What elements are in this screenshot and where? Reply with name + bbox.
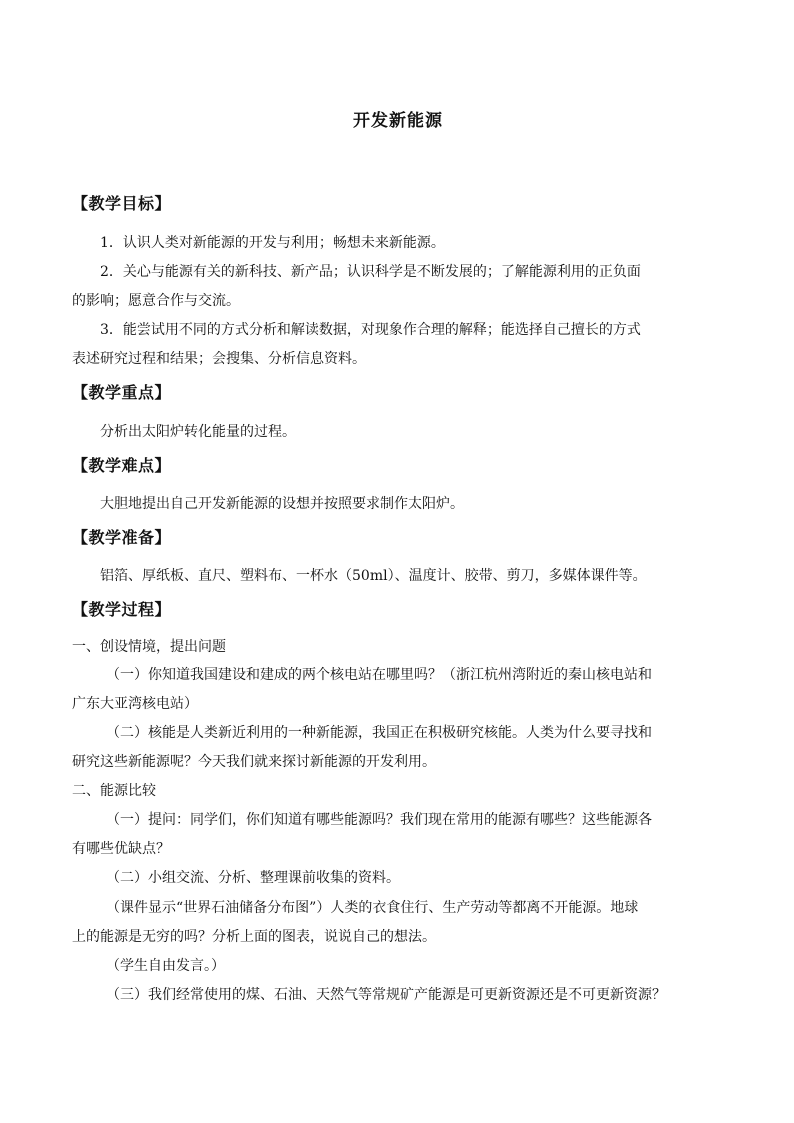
process-line: （一）你知道我国建设和建成的两个核电站在哪里吗？（浙江杭州湾附近的秦山核电站和	[106, 667, 652, 683]
process-line: （学生自由发言。）	[106, 958, 225, 974]
process-line: 广东大亚湾核电站）	[72, 696, 198, 712]
heading-teaching-process: 【教学过程】	[72, 600, 172, 619]
heading-teaching-difficulty: 【教学难点】	[72, 456, 172, 475]
process-line: （课件显示“世界石油储备分布图”）人类的衣食住行、生产劳动等都离不开能源。地球	[106, 900, 639, 916]
process-line: （三）我们经常使用的煤、石油、天然气等常规矿产能源是可更新资源还是不可更新资源？	[106, 987, 666, 1003]
goal-item-3: 3．能尝试用不同的方式分析和解读数据，对现象作合理的解释；能选择自己擅长的方式	[100, 322, 641, 338]
heading-teaching-preparation: 【教学准备】	[72, 528, 172, 547]
process-line: （一）提问：同学们，你们知道有哪些能源吗？我们现在常用的能源有哪些？这些能源各	[106, 812, 652, 828]
goal-item-1: 1．认识人类对新能源的开发与利用；畅想未来新能源。	[100, 235, 445, 251]
teaching-preparation-text: 铝箔、厚纸板、直尺、塑料布、一杯水（50ml）、温度计、胶带、剪刀，多媒体课件等。	[100, 568, 647, 584]
process-line: 研究这些新能源呢？今天我们就来探讨新能源的开发利用。	[72, 754, 436, 770]
teaching-difficulty-text: 大胆地提出自己开发新能源的设想并按照要求制作太阳炉。	[100, 496, 464, 512]
process-step-1-heading: 一、创设情境，提出问题	[72, 639, 226, 655]
heading-teaching-focus: 【教学重点】	[72, 383, 172, 402]
heading-teaching-goals: 【教学目标】	[72, 194, 172, 213]
page-title: 开发新能源	[353, 111, 443, 131]
goal-item-2-continued: 的影响；愿意合作与交流。	[72, 293, 240, 309]
process-line: （二）核能是人类新近利用的一种新能源，我国正在积极研究核能。人类为什么要寻找和	[106, 725, 652, 741]
teaching-focus-text: 分析出太阳炉转化能量的过程。	[100, 424, 296, 440]
process-line: 有哪些优缺点？	[72, 841, 170, 857]
goal-item-2: 2．关心与能源有关的新科技、新产品；认识科学是不断发展的；了解能源利用的正负面	[100, 264, 641, 280]
process-line: 上的能源是无穷的吗？分析上面的图表，说说自己的想法。	[72, 929, 436, 945]
goal-item-3-continued: 表述研究过程和结果；会搜集、分析信息资料。	[72, 351, 366, 367]
process-line: （二）小组交流、分析、整理课前收集的资料。	[106, 870, 400, 886]
process-step-2-heading: 二、能源比较	[72, 783, 156, 799]
